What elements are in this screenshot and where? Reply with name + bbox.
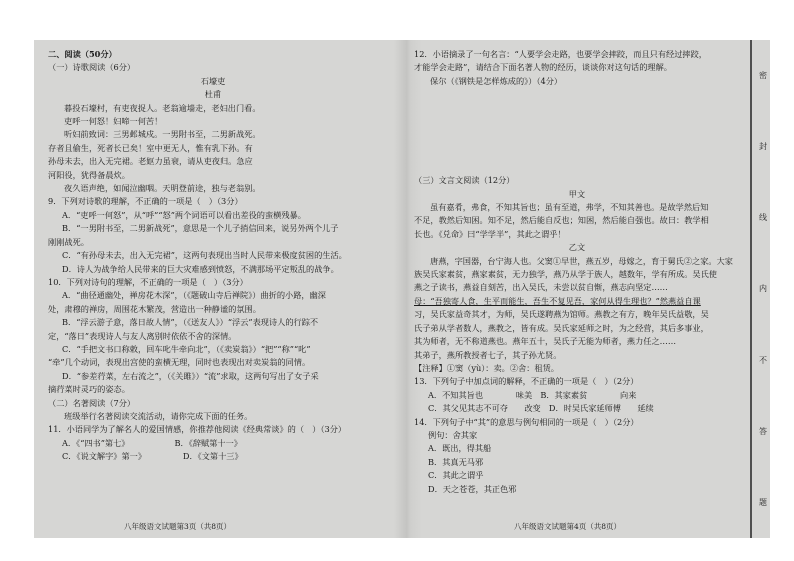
passage-line: 习，吴氏家益奇其才，为师，吴氏遂聘燕为馆师。燕教之有方，晚年吴氏益敬，吴: [414, 309, 709, 320]
binding-margin-char: 不: [759, 355, 767, 365]
subsection-heading: （一）诗歌阅读（6分）: [48, 62, 136, 73]
question-12-line: 才能学会走路”，请结合下面名著人物的经历，谈谈你对这句话的理解。: [414, 62, 672, 73]
poem-line: 存者且偷生，死者长已矣！室中更无人，惟有乳下孙。有: [48, 142, 253, 153]
option-line: B．“浮云游子意，落日故人情”，（《送友人》）“浮云”表现诗人的行踪不: [62, 317, 319, 328]
option-line: B．“一男附书至，二男新战死”，意思是一个儿子捎信回来，说另外两个儿子: [62, 223, 339, 234]
binding-margin-char: 密: [759, 71, 767, 81]
poem-line: 听妇前致词：三男邺城戍。一男附书至，二男新战死。: [64, 129, 261, 140]
task-intro: 班级举行名著阅读交流活动，请你完成下面的任务。: [64, 410, 253, 421]
option-line: 刚刚战死。: [48, 236, 89, 247]
section-heading: 二、阅读（50分）: [48, 49, 117, 59]
left-page: [48, 48, 378, 464]
passage-line: 其为师者，无不称道燕也。燕年五十，吴氏子无能为师者，燕力任之……: [414, 336, 677, 347]
binding-margin-char: 线: [759, 213, 767, 223]
poem-title: 石壕吏: [200, 75, 226, 86]
passage-line: 母：“吾独寄人食，生平而能生，吾生不复见吾，家何从得生理也？”然燕益自课: [414, 295, 701, 306]
option-line: C．“有孙母未去，出入无完裙”，这两句表现出当时人民带来极度贫困的生活。: [62, 250, 347, 261]
option-line: 处，肃穆的禅房，周围花木繁茂，营造出一种静谧的氛围。: [48, 303, 261, 314]
option-line: C．其父见其志不可夺 改变 D．时吴氏家延师傅 延续: [428, 403, 654, 414]
option-line: A．“吏呼一何怒”，从“呼”“怒”两个词语可以看出差役的蛮横残暴。: [62, 209, 306, 220]
question-11: 11．小语同学为了解名人的爱国情感，你推荐他阅读《经典常谈》的（ ）（3分）: [48, 424, 347, 435]
option-line: A．“曲径通幽处，禅房花木深”，（《题破山寺后禅院》）曲折的小路，幽深: [62, 290, 326, 301]
left-page-footer: 八年级语文试题第3页（共8页）: [124, 522, 232, 531]
poem-line: 孙母未去，出入无完裙。老妪力虽衰，请从吏夜归。急应: [48, 156, 253, 167]
option-line: C．其此之谓乎: [428, 470, 484, 481]
question-9: 9．下列对诗歌的理解，不正确的一项是（ ）（3分）: [48, 196, 243, 207]
passage-line: 族吴氏家素贫，燕家素贫，无力独学，燕乃从学于族人，越数年，学有所成。吴氏使: [414, 269, 717, 280]
poem-line: 暮投石壕村，有吏夜捉人。老翁逾墙走，老妇出门看。: [64, 102, 261, 113]
question-14: 14．下列句子中“其”的意思与例句相同的一项是（ ）（2分）: [414, 416, 639, 427]
option-line: A．不知其旨也 味美 B．其家素贫 向来: [428, 389, 637, 400]
option-line: “牵”几个动词，表现出宫使的蛮横无理，同时也表现出对卖炭翁的同情。: [48, 357, 311, 368]
binding-margin-char: 内: [759, 284, 767, 294]
question-12: 12．小语摘录了一句名言：“人要学会走路，也要学会摔跤，而且只有经过摔跤，: [414, 49, 707, 59]
scanned-exam-sheet: [34, 40, 770, 538]
passage-line: 虽有嘉肴，弗食，不知其旨也；虽有至道，弗学，不知其善也。是故学然后知: [430, 202, 709, 213]
question-10: 10．下列对诗句的理解，不正确的一项是（ ）（3分）: [48, 276, 248, 287]
poem-author: 杜甫: [204, 89, 222, 100]
option-line: 摘荇菜时灵巧的姿态。: [48, 384, 130, 395]
binding-margin-char: 题: [759, 497, 767, 507]
right-page: [414, 48, 740, 496]
binding-margin-line: [750, 40, 752, 538]
option-line: D．“参差荇菜，左右流之”，（《关雎》）“流”求取，这两句写出了女子采: [62, 370, 319, 381]
passage-line: 长也。《兑命》曰“学学半”，其此之谓乎！: [414, 228, 566, 239]
option-line: 定，“落日”表现诗人与友人离别时依依不舍的深情。: [48, 330, 237, 341]
poem-line: 河阳役，犹得备晨炊。: [48, 169, 130, 180]
passage-line: 燕之子读书，燕益自刻苦，出入吴氏，未尝以贫自惭，燕志向坚定……: [414, 282, 668, 293]
passage-line: 唐燕，字国器，台宁海人也。父窦①早世，燕五岁，母嫁之，育于舅氏②之家。大家: [430, 255, 733, 266]
binding-margin: [756, 40, 770, 538]
example-sentence: 例句：舍其家: [428, 429, 478, 440]
passage-line: 不足，教然后知困。知不足，然后能自反也；知困，然后能自强也。故曰：教学相: [414, 215, 709, 226]
annotation-note: 【注释】①窦（yù）：卖。②舍：租赁。: [414, 362, 559, 373]
binding-margin-char: 封: [759, 142, 767, 152]
passage-title: 甲文: [568, 188, 586, 199]
question-12-line: 保尔（《钢铁是怎样炼成的》）（4分）: [430, 75, 563, 86]
question-13: 13．下列句子中加点词的解释，不正确的一项是（ ）（2分）: [414, 376, 639, 387]
option-line: C．《说文解字》第一》 D．《文第十三》: [62, 451, 243, 462]
option-line: A．《“四书”第七》 B．《辞赋第十一》: [62, 437, 242, 448]
binding-margin-char: 答: [759, 426, 767, 436]
passage-line: 其弟子，燕所教授者七子，其子孙尤贤。: [414, 349, 562, 360]
option-line: D．诗人为战争给人民带来的巨大灾难感到愤怒，不满那场平定叛乱的战争。: [62, 263, 339, 274]
option-line: C．“手把文书口称敕，回车叱牛牵向北”，（《卖炭翁》）“把”“称”“叱”: [62, 343, 311, 354]
option-line: D．天之苍苍，其正色邪: [428, 483, 517, 494]
subsection-heading: （二）名著阅读（7分）: [48, 397, 136, 408]
passage-line: 氏子弟从学者数人，燕教之，皆有成。吴氏家延师之时，为之经营，其后多事业，: [414, 322, 709, 333]
poem-line: 吏呼一何怒！妇啼一何苦！: [64, 116, 163, 127]
subsection-heading: （三）文言文阅读（12分）: [414, 175, 515, 186]
poem-line: 夜久语声绝，如闻泣幽咽。天明登前途，独与老翁别。: [64, 183, 261, 194]
answer-space: [414, 88, 740, 174]
passage-title: 乙文: [568, 242, 586, 253]
option-line: A．既出，得其船: [428, 443, 492, 454]
right-page-footer: 八年级语文试题第4页（共8页）: [514, 522, 622, 531]
option-line: B．其真无马邪: [428, 456, 484, 467]
